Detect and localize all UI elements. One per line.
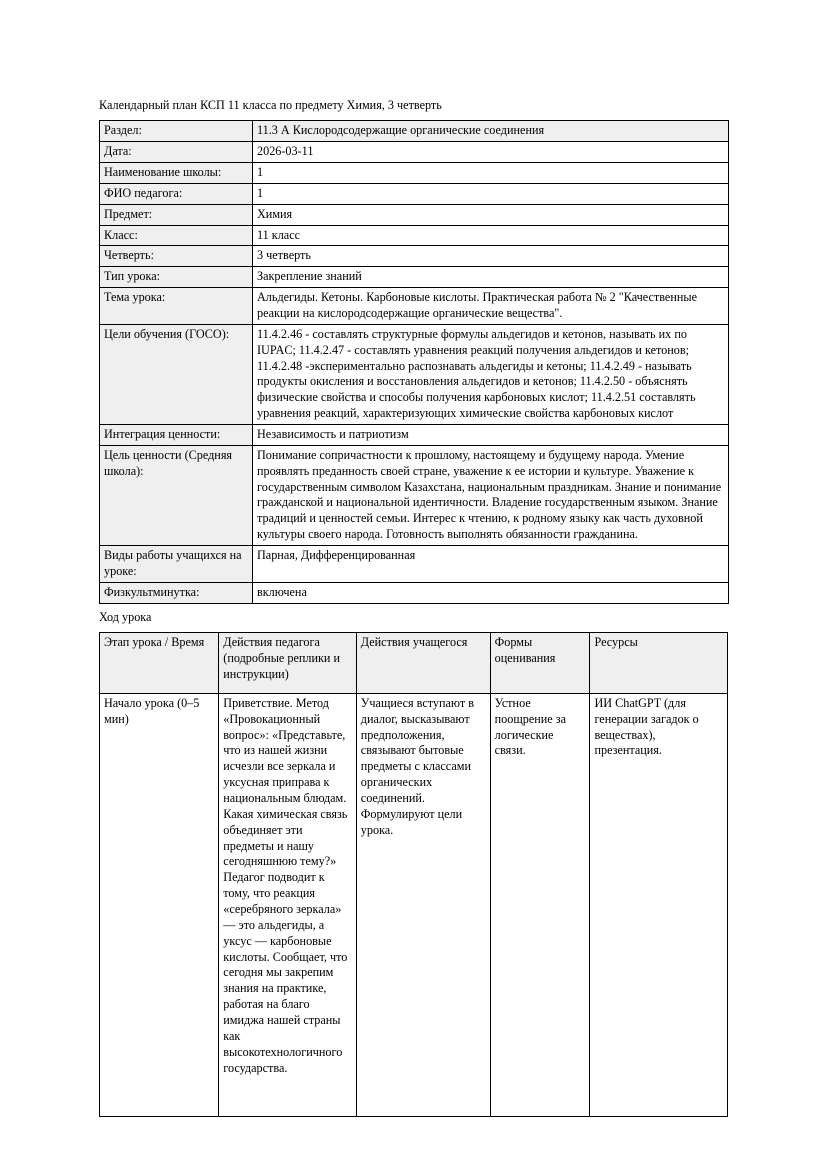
info-value-value-goal: Понимание сопричастности к прошлому, настоящему и будущему народа. Умение проявлять преданность своей стране, уважение к ее истории и культуре. Уважение к государственным символом Казахстана, национальным праздникам. Знание и понимание гражданской и национальной идентичности. Владение государственным языком. Знание традиций и ценностей семьи. Интерес к чтению, к родному языку как часть духовной культуры своего народа. Готовность выполнять обязанности гражданина. [253,445,729,545]
info-label-subject: Предмет: [100,204,253,225]
info-label-lesson-type: Тип урока: [100,267,253,288]
table-row [100,246,729,267]
info-value-teacher: 1 [253,183,729,204]
info-label-class: Класс: [100,225,253,246]
info-label-razdel: Раздел: [100,121,253,142]
info-value-objectives: 11.4.2.46 - составлять структурные формулы альдегидов и кетонов, называть их по IUPAC; 11.4.2.47 - составлять уравнения реакций получения альдегидов и кетонов; 11.4.2.48 -экспериментально распознавать альдегиды и кетоны; 11.4.2.49 - называть продукты окисления и восстановления альдегидов и кетонов; 11.4.2.50 - объяснять физические свойства и способы получения карбоновых кислот; 11.4.2.51 составлять уравнения реакций, характеризующих химические свойства карбоновых кислот [253,324,729,424]
info-label-quarter: Четверть: [100,246,253,267]
column-header-student-actions: Действия учащегося [356,632,490,693]
table-row [100,204,729,225]
lesson-flow-table-body [100,693,728,1116]
info-value-class: 11 класс [253,225,729,246]
table-row [100,183,729,204]
info-label-data: Дата: [100,142,253,163]
info-label-objectives: Цели обучения (ГОСО): [100,324,253,424]
column-header-stage: Этап урока / Время [100,632,219,693]
table-row [100,582,729,603]
lesson-info-table-body [100,121,729,603]
table-row [100,693,728,1116]
info-label-value-goal: Цель ценности (Средняя школа): [100,445,253,545]
table-row [100,121,729,142]
table-row [100,445,729,545]
info-value-subject: Химия [253,204,729,225]
cell-resources: ИИ ChatGPT (для генерации загадок о веществах), презентация. [590,693,728,1116]
cell-student-actions: Учащиеся вступают в диалог, высказывают предположения, связывают бытовые предметы с классами органических соединений. Формулируют цели урока. [356,693,490,1116]
lesson-flow-heading: Ход урока [99,609,152,624]
cell-assessment-forms: Устное поощрение за логические связи. [490,693,590,1116]
info-value-quarter: 3 четверть [253,246,729,267]
info-value-data: 2026-03-11 [253,142,729,163]
info-value-topic: Альдегиды. Кетоны. Карбоновые кислоты. Практическая работа № 2 "Качественные реакции на кислородсодержащие органические вещества". [253,288,729,325]
info-value-lesson-type: Закрепление знаний [253,267,729,288]
info-value-razdel: 11.3 А Кислородсодержащие органические соединения [253,121,729,142]
info-label-value-integration: Интеграция ценности: [100,425,253,446]
table-row [100,324,729,424]
table-row [100,267,729,288]
info-label-work-types: Виды работы учащихся на уроке: [100,546,253,583]
lesson-info-table [99,120,729,603]
info-value-work-types: Парная, Дифференцированная [253,546,729,583]
table-row [100,162,729,183]
info-value-value-integration: Независимость и патриотизм [253,425,729,446]
table-row [100,225,729,246]
info-label-topic: Тема урока: [100,288,253,325]
lesson-flow-table [99,632,728,1117]
column-header-resources: Ресурсы [590,632,728,693]
cell-stage: Начало урока (0–5 мин) [100,693,219,1116]
lesson-flow-table-head [100,632,728,693]
page-title: Календарный план КСП 11 класса по предмету Химия, 3 четверть [99,98,442,112]
cell-teacher-actions: Приветствие. Метод «Провокационный вопрос»: «Представьте, что из нашей жизни исчезли все зеркала и уксусная приправа к национальным блюдам. Какая химическая связь объединяет эти предметы и нашу сегодняшнюю тему?» Педагог подводит к тому, что реакция «серебряного зеркала» — это альдегиды, а уксус — карбоновые кислоты. Сообщает, что сегодня мы закрепим знания на практике, работая на благо имиджа нашей страны как высокотехнологичного государства. [219,693,357,1116]
table-header-row [100,632,728,693]
info-value-school: 1 [253,162,729,183]
column-header-teacher-actions: Действия педагога (подробные реплики и инструкции) [219,632,357,693]
info-label-school: Наименование школы: [100,162,253,183]
table-row [100,425,729,446]
info-label-physical-break: Физкультминутка: [100,582,253,603]
table-row [100,142,729,163]
table-row [100,288,729,325]
info-label-teacher: ФИО педагога: [100,183,253,204]
table-row [100,546,729,583]
info-value-physical-break: включена [253,582,729,603]
column-header-assessment-forms: Формы оценивания [490,632,590,693]
